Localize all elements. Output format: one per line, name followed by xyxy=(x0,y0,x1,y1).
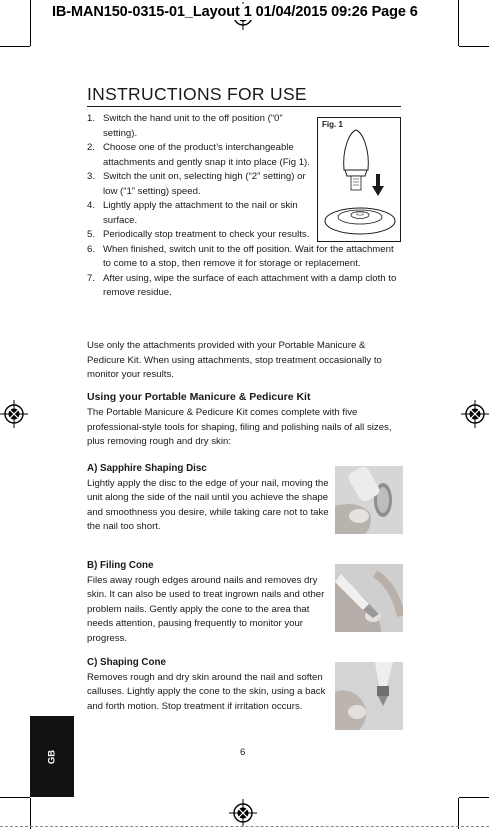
shaping-disc-photo xyxy=(335,466,403,534)
tool-shaping-cone xyxy=(87,656,332,714)
title-rule xyxy=(87,106,401,107)
tool-description: Lightly apply the disc to the edge of your nail, moving the unit along the side of the nail until you achieve the shape and smoothness you desire, while taking care not to take the nail too short. xyxy=(87,477,329,532)
list-item: 4. Lightly apply the attachment to the nail or skin surface. xyxy=(87,200,298,226)
crop-mark-top-right-horizontal xyxy=(459,46,489,47)
intro-paragraph: Use only the attachments provided with your Portable Manicure & Pedicure Kit. When using attachments, stop treatment occasionally to monitor your results. xyxy=(87,340,382,380)
trim-guide-line xyxy=(0,826,489,827)
attachment-diagram xyxy=(318,118,402,243)
crop-mark-top-left-horizontal xyxy=(0,46,30,47)
tool-heading: B) Filing Cone xyxy=(87,560,154,571)
shaping-cone-photo xyxy=(335,662,403,730)
tool-description: Files away rough edges around nails and removes dry skin. It can also be used to treat ingrown nails and other problem nails. Gently apply the cone to the area that needs attention, pausing frequently to monitor your progress. xyxy=(87,574,325,644)
tool-heading: A) Sapphire Shaping Disc xyxy=(87,463,207,474)
tool-description: Removes rough and dry skin around the nail and soften calluses. Lightly apply the cone to the skin, using a back and forth motion. Stop treatment if irritation occurs. xyxy=(87,671,326,712)
crop-mark-bottom-left xyxy=(0,797,30,798)
list-item: 5. Periodically stop treatment to check your results. xyxy=(87,229,310,240)
list-item: 1. Switch the hand unit to the off position (“0” setting). xyxy=(87,113,283,139)
crop-mark-bottom-left-vertical xyxy=(30,798,31,829)
crop-mark-top-right xyxy=(458,0,459,46)
page-title: INSTRUCTIONS FOR USE xyxy=(87,84,307,104)
figure-label: Fig. 1 xyxy=(322,120,343,129)
language-tab-label: GB xyxy=(46,749,58,764)
filing-cone-photo xyxy=(335,564,403,632)
registration-mark-left xyxy=(0,400,28,428)
printer-slug: IB-MAN150-0315-01_Layout 1 01/04/2015 09:26 Page 6 xyxy=(52,4,418,20)
tool-sapphire-shaping-disc xyxy=(87,462,332,535)
crop-mark-bottom-right xyxy=(459,797,489,798)
registration-mark-bottom xyxy=(229,799,257,827)
list-item: 6. When finished, switch unit to the off position. Wait for the attachment to come to a stop, then remove it for storage or replacement. xyxy=(87,243,394,269)
list-item: 7. After using, wipe the surface of each attachment with a damp cloth to remove residue. xyxy=(87,272,397,298)
crop-mark-bottom-right-vertical xyxy=(458,798,459,829)
page-number: 6 xyxy=(240,747,246,758)
tool-filing-cone xyxy=(87,559,332,646)
registration-mark-right xyxy=(461,400,489,428)
section-heading: Using your Portable Manicure & Pedicure Kit xyxy=(87,391,311,403)
list-item: 3. Switch the unit on, selecting high (“2” setting) or low (“1” setting) speed. xyxy=(87,171,306,197)
figure-1 xyxy=(317,117,401,242)
language-tab xyxy=(30,716,74,797)
list-item: 2. Choose one of the product’s interchangeable attachments and gently snap it into place (Fig 1). xyxy=(87,142,310,168)
section-paragraph: The Portable Manicure & Pedicure Kit comes complete with five professional-style tools for shaping, filing and polishing nails of all sizes, plus removing rough and dry skin: xyxy=(87,407,392,447)
crop-mark-top-left xyxy=(30,0,31,46)
tool-heading: C) Shaping Cone xyxy=(87,657,166,668)
